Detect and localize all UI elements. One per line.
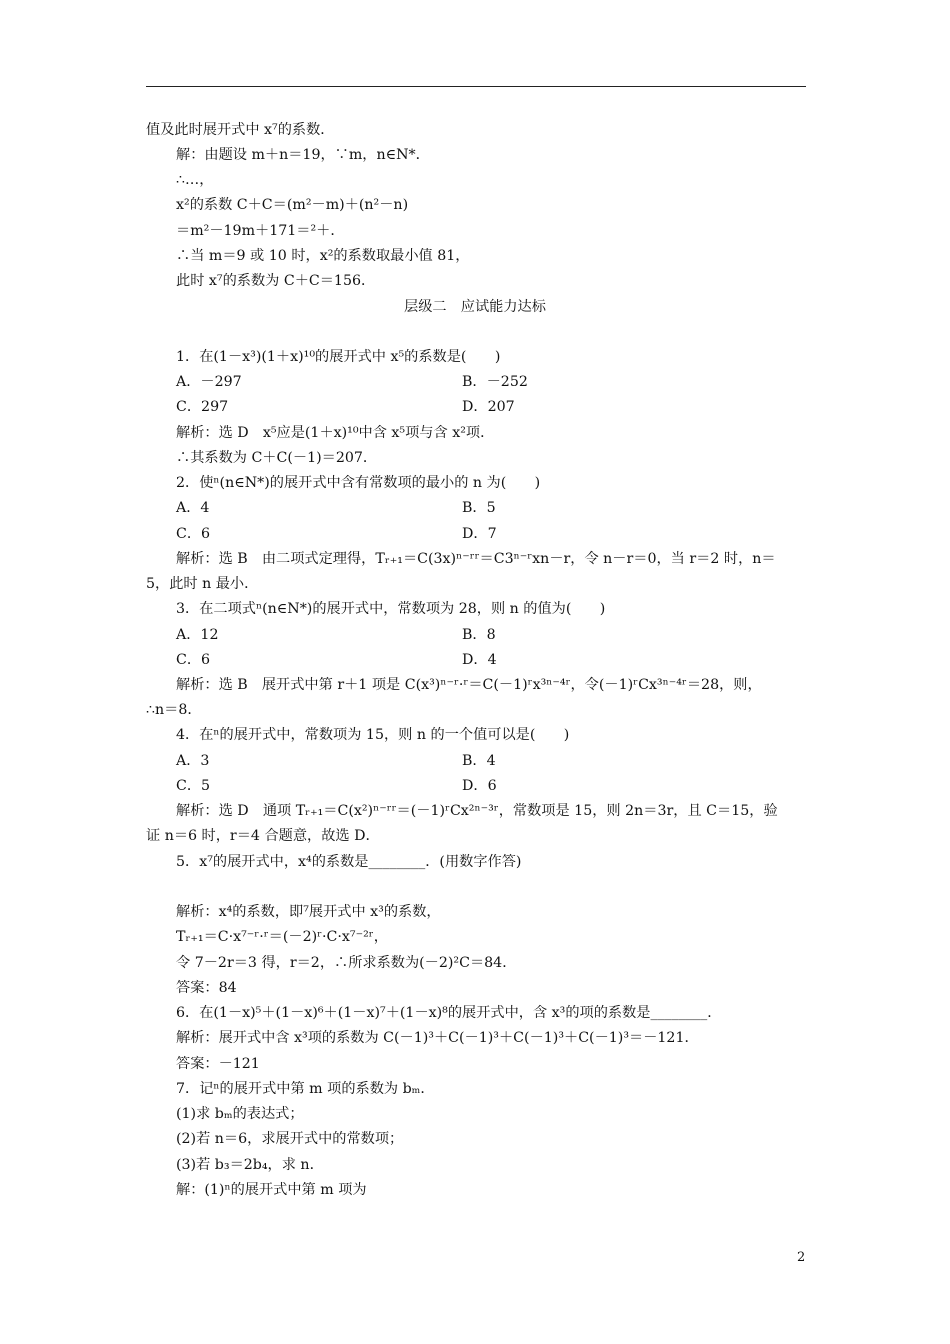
solution-line: 证 n＝6 时，r＝4 合题意，故选 D． (146, 828, 380, 844)
answer-line: 答案：－121 (176, 1056, 260, 1072)
option-a: A．－297 (176, 374, 242, 390)
solution-line: 解析：展开式中含 x³项的系数为 C(－1)³＋C(－1)³＋C(－1)³＋C(－1)³＝－121． (176, 1030, 699, 1046)
solution-line: ∴其系数为 C＋C(－1)＝207． (176, 450, 378, 466)
option-b: B．－252 (462, 374, 528, 390)
sub-question: (1)求 bₘ的表达式； (176, 1106, 304, 1122)
option-c: C．6 (176, 652, 211, 668)
option-d: D．7 (462, 526, 497, 542)
option-a: A．4 (176, 500, 210, 516)
question-3: 3．在二项式ⁿ(n∈N*)的展开式中，常数项为 28，则 n 的值为( ) (176, 601, 606, 617)
solution-line: 解析：选 B 由二项式定理得，Tᵣ₊₁＝C(3x)ⁿ⁻ʳʳ＝C3ⁿ⁻ʳxn－r，令 n－r＝0，当 r＝2 时，n＝ (176, 551, 776, 567)
text-line: 解：由题设 m＋n＝19，∵m，n∈N*． (176, 147, 430, 163)
question-5: 5．x⁷的展开式中，x⁴的系数是________．(用数字作答) (176, 854, 522, 870)
option-b: B．4 (462, 753, 496, 769)
option-a: A．3 (176, 753, 210, 769)
answer-line: 答案：84 (176, 980, 237, 996)
text-line: 此时 x⁷的系数为 C＋C＝156． (176, 273, 376, 289)
solution-line: Tᵣ₊₁＝C·x⁷⁻ʳ·ʳ＝(－2)ʳ·C·x⁷⁻²ʳ， (176, 929, 388, 945)
page-number: 2 (797, 1250, 806, 1265)
solution-line: 令 7－2r＝3 得，r＝2，∴所求系数为(－2)²C＝84． (176, 955, 517, 971)
text-line: 值及此时展开式中 x⁷的系数． (146, 122, 335, 138)
sub-question: (3)若 b₃＝2b₄，求 n． (176, 1157, 324, 1173)
solution-line: 解析：选 D 通项 Tᵣ₊₁＝C(x²)ⁿ⁻ʳʳ＝(－1)ʳCx²ⁿ⁻³ʳ，常数项是 15，则 2n＝3r，且 C＝15，验 (176, 803, 778, 819)
solution-line: 解析：选 D x⁵应是(1＋x)¹⁰中含 x⁵项与含 x²项． (176, 425, 495, 441)
question-7: 7．记ⁿ的展开式中第 m 项的系数为 bₘ． (176, 1081, 435, 1097)
option-d: D．6 (462, 778, 497, 794)
question-2: 2．使ⁿ(n∈N*)的展开式中含有常数项的最小的 n 为( ) (176, 475, 541, 491)
solution-line: 5，此时 n 最小． (146, 576, 259, 592)
solution-line: ∴n＝8． (146, 702, 202, 718)
option-b: B．5 (462, 500, 496, 516)
option-c: C．297 (176, 399, 229, 415)
option-d: D．207 (462, 399, 515, 415)
solution-line: 解析：选 B 展开式中第 r＋1 项是 C(x³)ⁿ⁻ʳ·ʳ＝C(－1)ʳx³ⁿ⁻⁴ʳ，令(－1)ʳCx³ⁿ⁻⁴ʳ＝28，则， (176, 677, 762, 693)
text-line: x²的系数 C＋C＝(m²－m)＋(n²－n) (176, 197, 409, 213)
sub-question: (2)若 n＝6，求展开式中的常数项； (176, 1131, 404, 1147)
option-b: B．8 (462, 627, 496, 643)
question-1: 1．在(1－x³)(1＋x)¹⁰的展开式中 x⁵的系数是( ) (176, 349, 501, 365)
text-line: ∴当 m＝9 或 10 时，x²的系数取最小值 81， (176, 248, 470, 264)
section-heading: 层级二 应试能力达标 (404, 299, 546, 315)
solution-line: 解析：x⁴的系数，即⁷展开式中 x³的系数， (176, 904, 441, 920)
option-a: A．12 (176, 627, 219, 643)
option-c: C．6 (176, 526, 211, 542)
question-4: 4．在ⁿ的展开式中，常数项为 15，则 n 的一个值可以是( ) (176, 727, 570, 743)
solution-line: 解：(1)ⁿ的展开式中第 m 项为 (176, 1182, 367, 1198)
question-6: 6．在(1－x)⁵＋(1－x)⁶＋(1－x)⁷＋(1－x)⁸的展开式中，含 x³的项的系数是________． (176, 1005, 722, 1021)
header-rule (146, 86, 806, 87)
text-line: ∴…， (176, 172, 214, 188)
option-c: C．5 (176, 778, 211, 794)
text-line: ＝m²－19m＋171＝²＋． (176, 223, 345, 239)
option-d: D．4 (462, 652, 497, 668)
